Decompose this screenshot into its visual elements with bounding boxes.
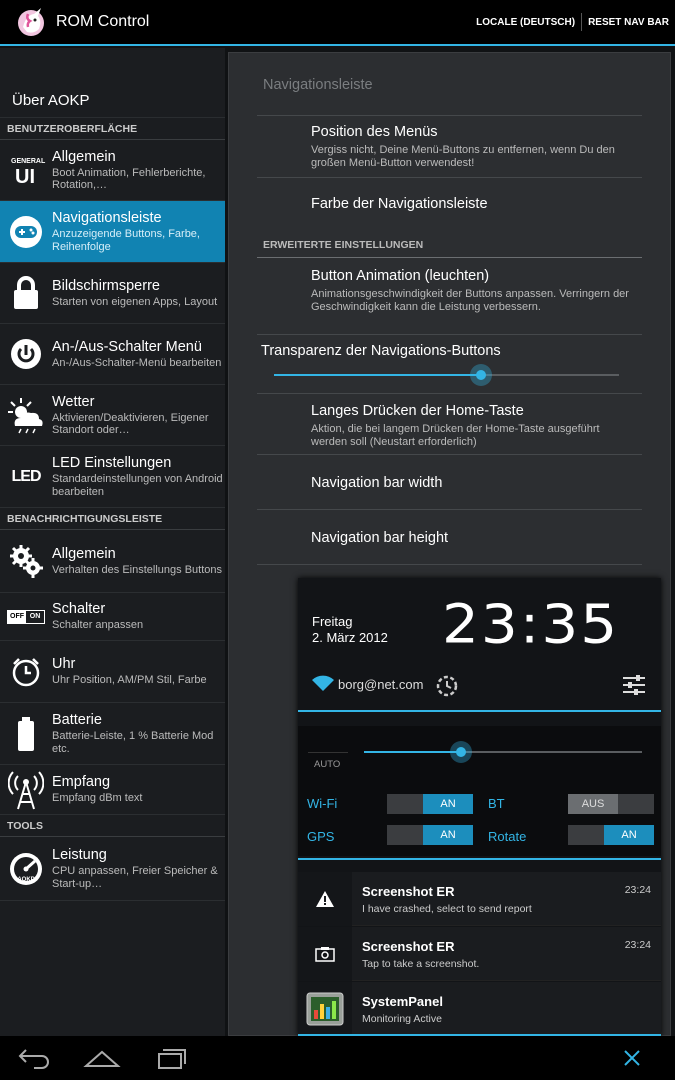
back-icon[interactable] — [14, 1044, 54, 1072]
switch-icon — [4, 595, 48, 639]
locale-button[interactable]: LOCALE (DEUTSCH) — [476, 16, 576, 28]
led-icon — [4, 455, 48, 499]
sidebar-item-subtitle: Batterie-Leiste, 1 % Batterie Mod etc. — [52, 730, 214, 755]
wifi-network-name: borg@net.com — [338, 677, 424, 692]
sidebar-item-weather[interactable] — [0, 385, 225, 446]
notification-time: 23:24 — [624, 939, 651, 951]
sidebar-item-title: Allgemein — [52, 148, 116, 165]
notification-title: SystemPanel — [362, 994, 443, 1009]
wifi-toggle[interactable] — [387, 794, 473, 814]
section-header-ui: BENUTZEROBERFLÄCHE — [0, 118, 225, 140]
sidebar-item-title: An-/Aus-Schalter Menü — [52, 338, 202, 355]
system-panel-icon — [298, 982, 352, 1036]
sidebar-item-title: Bildschirmsperre — [52, 277, 160, 294]
divider — [298, 858, 661, 860]
divider — [257, 564, 642, 565]
toggle-label-gps: GPS — [307, 829, 335, 844]
switch-icon-on: ON — [29, 613, 41, 620]
pref-title: Navigation bar width — [311, 475, 443, 491]
sidebar-item-battery[interactable] — [0, 703, 225, 765]
sidebar-item-subtitle: Empfang dBm text — [52, 792, 143, 805]
pref-summary: Aktion, die bei langem Drücken der Home-Taste ausgeführt werden soll (Neustart erforderlich) — [311, 423, 600, 448]
system-navigation-bar — [0, 1036, 675, 1080]
sidebar-item-subtitle: Aktivieren/Deaktivieren, Eigener Standort oder… — [52, 411, 209, 436]
sidebar-item-lockscreen[interactable] — [0, 263, 225, 324]
sidebar-item-subtitle: Starten von eigenen Apps, Layout — [52, 295, 218, 308]
power-icon — [4, 332, 48, 376]
sidebar-item-about[interactable]: Über AOKP — [0, 48, 225, 118]
section-header-tools: TOOLS — [0, 815, 225, 837]
divider — [257, 334, 642, 335]
divider — [257, 177, 642, 178]
signal-tower-icon — [4, 768, 48, 812]
section-header-notifications: BENACHRICHTIGUNGSLEISTE — [0, 508, 225, 530]
pref-title: Navigation bar height — [311, 530, 449, 546]
date-text: 2. März 2012 — [312, 630, 388, 645]
slider-thumb[interactable] — [450, 741, 472, 763]
pref-title: Position des Menüs — [311, 124, 438, 140]
camera-icon — [298, 927, 352, 981]
battery-icon — [4, 712, 48, 756]
date-weekday: Freitag — [312, 614, 353, 629]
switch-icon-off: OFF — [8, 611, 26, 623]
svg-text:UI: UI — [15, 166, 35, 188]
sidebar-item-subtitle: Standardeinstellungen von Android bearbeiten — [52, 473, 223, 498]
notification-text: Monitoring Active — [362, 1013, 442, 1025]
svg-text:GENERAL: GENERAL — [11, 158, 46, 165]
notification-text: Tap to take a screenshot. — [362, 958, 480, 970]
clock-icon — [4, 650, 48, 694]
divider — [257, 509, 642, 510]
general-ui-icon — [4, 148, 48, 192]
toggle-state: AN — [423, 825, 473, 845]
sidebar-item-signal[interactable] — [0, 765, 225, 815]
divider — [308, 752, 348, 753]
sidebar-item-title: Uhr — [52, 656, 76, 673]
sidebar-item-subtitle: Boot Animation, Fehlerberichte, Rotation,… — [52, 166, 206, 191]
sidebar-item-led[interactable] — [0, 446, 225, 508]
sidebar-item-title: Allgemein — [52, 545, 116, 562]
transparency-slider[interactable] — [274, 364, 619, 386]
divider — [298, 710, 661, 712]
toggle-label-wifi: Wi-Fi — [307, 796, 338, 811]
toggle-label-rotate: Rotate — [488, 829, 527, 844]
quick-settings — [298, 726, 661, 856]
home-icon[interactable] — [82, 1044, 122, 1072]
reset-nav-bar-button[interactable]: RESET NAV BAR — [588, 16, 669, 28]
action-bar-actions — [470, 0, 675, 44]
lock-icon — [4, 271, 48, 315]
sidebar-item-title: Batterie — [52, 712, 102, 728]
gauge-icon-text: AOKP — [17, 876, 35, 883]
gears-icon — [4, 539, 48, 583]
sidebar-item-subtitle: Uhr Position, AM/PM Stil, Farbe — [52, 674, 207, 687]
led-icon-text: LED — [11, 467, 41, 485]
app-title: ROM Control — [56, 13, 150, 30]
gauge-icon — [4, 847, 48, 891]
sidebar-item-notif-general[interactable] — [0, 530, 225, 593]
divider — [257, 115, 642, 116]
gps-toggle[interactable] — [387, 825, 473, 845]
pref-summary: Animationsgeschwindigkeit der Buttons anpassen. Verringern der Geschwindigkeit kann die Leistung verbessern. — [311, 288, 629, 313]
slider-thumb[interactable] — [470, 364, 492, 386]
sidebar-item-subtitle: Anzuzeigende Buttons, Farbe, Reihenfolge — [52, 228, 200, 253]
divider — [257, 257, 642, 258]
sidebar-item-navigation-bar[interactable] — [0, 201, 225, 263]
settings-sliders-icon[interactable] — [622, 674, 646, 696]
toggle-state: AN — [604, 825, 654, 845]
notification-time: 23:24 — [624, 884, 651, 896]
page-title: Navigationsleiste — [263, 77, 373, 93]
sidebar-item-title: Empfang — [52, 774, 111, 791]
notification-item[interactable] — [298, 927, 661, 981]
sidebar-item-toggles[interactable] — [0, 593, 225, 641]
sidebar-item-subtitle: Verhalten des Einstellungs Buttons — [52, 563, 223, 576]
settings-sidebar — [0, 48, 225, 1036]
clock-display: 23:35 — [442, 592, 620, 656]
sidebar-item-subtitle: CPU anpassen, Freier Speicher & Start-up… — [52, 865, 218, 890]
gamepad-icon — [4, 210, 48, 254]
section-header-advanced: ERWEITERTE EINSTELLUNGEN — [263, 239, 424, 251]
toggle-label-bt: BT — [488, 796, 505, 811]
pref-title: Button Animation (leuchten) — [311, 268, 490, 284]
action-bar — [0, 0, 675, 46]
pref-title: Langes Drücken der Home-Taste — [311, 403, 524, 419]
close-icon[interactable] — [612, 1044, 652, 1072]
notification-panel — [298, 578, 661, 1036]
pref-title: Transparenz der Navigations-Buttons — [261, 343, 501, 359]
notification-title: Screenshot ER — [362, 939, 455, 954]
notification-item[interactable] — [298, 982, 661, 1036]
slider-fill — [274, 374, 481, 376]
notification-text: I have crashed, select to send report — [362, 903, 532, 915]
sidebar-item-performance[interactable] — [0, 837, 225, 901]
wifi-icon — [312, 674, 334, 692]
sidebar-item-title: LED Einstellungen — [52, 455, 172, 471]
warning-icon — [298, 872, 352, 926]
notification-title: Screenshot ER — [362, 884, 455, 899]
sidebar-item-subtitle: Schalter anpassen — [52, 619, 144, 632]
weather-icon — [4, 393, 48, 437]
sidebar-item-clock[interactable] — [0, 641, 225, 703]
sidebar-item-power-menu[interactable] — [0, 324, 225, 385]
notification-item[interactable] — [298, 872, 661, 926]
bluetooth-toggle[interactable] — [568, 794, 654, 814]
slider-fill — [364, 751, 461, 753]
pref-summary: Vergiss nicht, Deine Menü-Buttons zu entfernen, wenn Du den großen Menü-Button verwendest! — [311, 144, 615, 169]
sidebar-item-title: Navigationsleiste — [52, 210, 162, 226]
sidebar-item-title: Wetter — [52, 393, 95, 410]
brightness-slider[interactable] — [364, 741, 642, 763]
sidebar-item-general[interactable] — [0, 140, 225, 201]
sync-icon[interactable] — [435, 674, 459, 698]
divider — [257, 454, 642, 455]
sidebar-item-subtitle: An-/Aus-Schalter-Menü bearbeiten — [52, 356, 222, 369]
toggle-state: AUS — [568, 794, 618, 814]
toggle-state: AN — [423, 794, 473, 814]
sidebar-item-title: Schalter — [52, 601, 106, 618]
unicorn-app-icon[interactable] — [14, 5, 48, 39]
recent-apps-icon[interactable] — [150, 1044, 190, 1072]
pref-title: Farbe der Navigationsleiste — [311, 196, 488, 212]
rotate-toggle[interactable] — [568, 825, 654, 845]
divider — [257, 393, 642, 394]
sidebar-item-title: Leistung — [52, 847, 107, 863]
brightness-auto-label[interactable]: AUTO — [314, 759, 341, 770]
